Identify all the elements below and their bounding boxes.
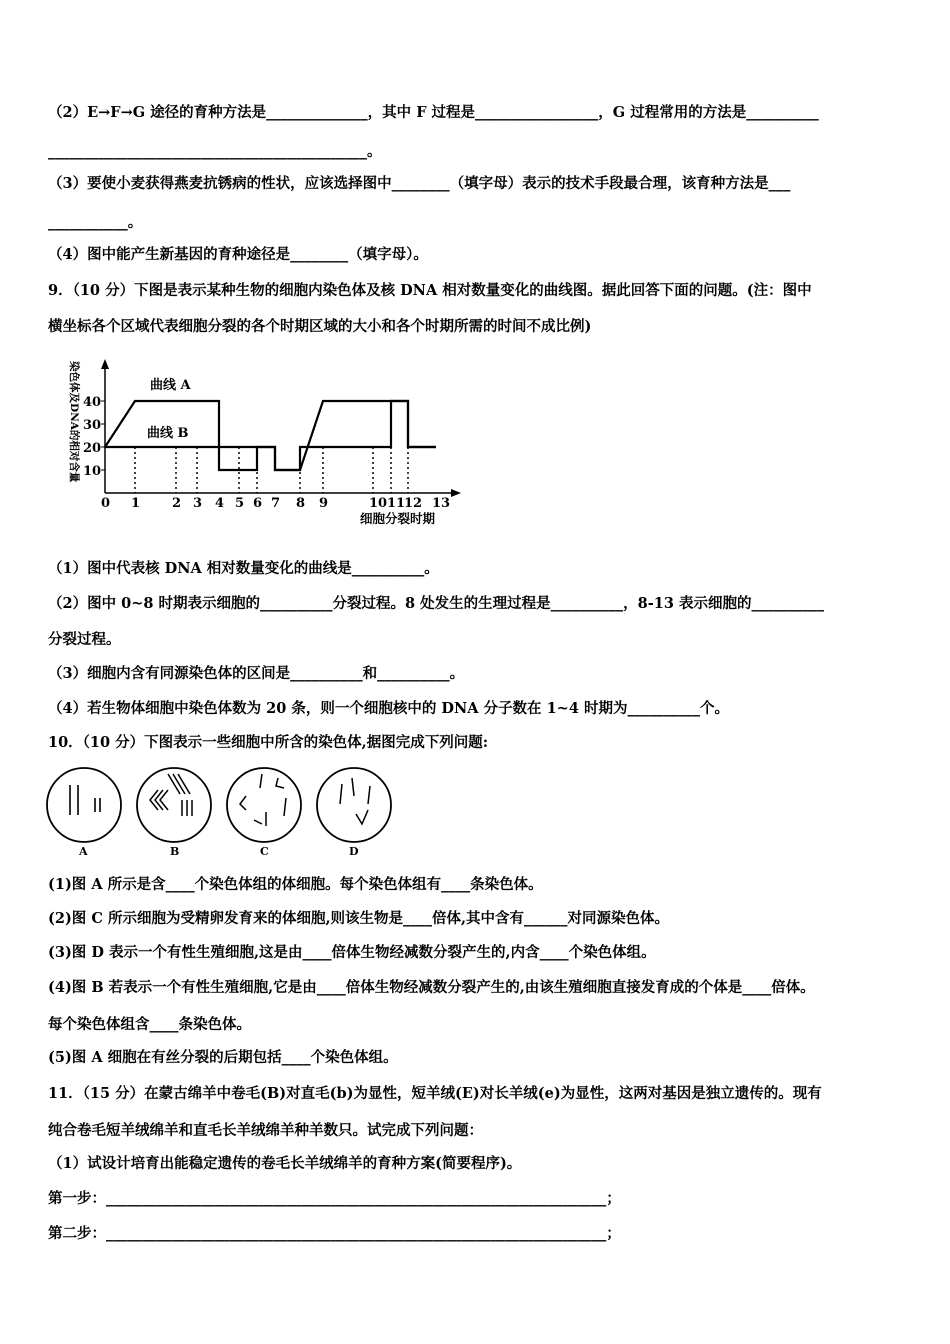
q11-stem-line1: 11．（15 分）在蒙古绵羊中卷毛(B)对直毛(b)为显性，短羊绒(E)对长羊绒(e)为显性，这两对基因是独立遗传的。现有 (48, 1085, 822, 1102)
q9-part2-line2: 分裂过程。 (48, 631, 121, 648)
q10-part3: (3)图 D 表示一个有性生殖细胞,这是由____倍体生物经减数分裂产生的,内含____个染色体组。 (48, 944, 656, 961)
cell-c (227, 768, 301, 858)
x-tick-label: 1 (131, 496, 141, 511)
q11-step1: 第一步：_____________________________________________________________________； (48, 1190, 621, 1207)
x-tick-label: 4 (215, 496, 225, 511)
q9-part2-line1: （2）图中 0~8 时期表示细胞的__________分裂过程。8 处发生的生理过程是__________，8-13 表示细胞的__________ (48, 595, 824, 612)
x-tick-label: 8 (296, 496, 306, 511)
q11-part1: （1）试设计培育出能稳定遗传的卷毛长羊绒绵羊的育种方案(简要程序)。 (48, 1155, 522, 1172)
q10-part1: (1)图 A 所示是含____个染色体组的体细胞。每个染色体组有____条染色体。 (48, 876, 543, 893)
y-tick-label: 30 (83, 418, 102, 433)
q8-part4: （4）图中能产生新基因的育种途径是________（填字母）。 (48, 246, 428, 263)
x-tick-label: 9 (319, 496, 329, 511)
x-tick-label: 11 (387, 496, 406, 511)
y-axis-arrow (101, 359, 109, 369)
q10-stem: 10．（10 分）下图表示一些细胞中所含的染色体,据图完成下列问题: (48, 734, 489, 751)
x-tick-label: 3 (193, 496, 203, 511)
cell-b-label: B (170, 845, 180, 858)
q9-part4: （4）若生物体细胞中染色体数为 20 条，则一个细胞核中的 DNA 分子数在 1~4 时期为__________个。 (48, 700, 729, 717)
x-tick-label: 5 (235, 496, 245, 511)
x-tick-label: 2 (172, 496, 182, 511)
x-tick-label: 0 (101, 496, 111, 511)
curve-b-label: 曲线 B (147, 426, 189, 441)
x-tick-label: 6 (253, 496, 263, 511)
q9-stem-line1: 9．（10 分）下图是表示某种生物的细胞内染色体及核 DNA 相对数量变化的曲线图。据此回答下面的问题。(注：图中 (48, 282, 812, 299)
cell-b (137, 768, 211, 858)
y-tick-label: 20 (83, 441, 102, 456)
q9-part1: （1）图中代表核 DNA 相对数量变化的曲线是__________。 (48, 560, 439, 577)
curve-a-label: 曲线 A (150, 378, 191, 393)
q10-cell-figure (40, 760, 400, 860)
cell-a-label: A (79, 845, 88, 858)
y-axis-label: 染色体及DNA的相对含量 (68, 361, 80, 483)
x-tick-label: 7 (271, 496, 281, 511)
q8-part2-line1: （2）E→F→G 途径的育种方法是______________，其中 F 过程是_________________，G 过程常用的方法是__________ (48, 104, 819, 121)
y-tick-label: 40 (83, 395, 102, 410)
q10-part4-line1: (4)图 B 若表示一个有性生殖细胞,它是由____倍体生物经减数分裂产生的,由该生殖细胞直接发育成的个体是____倍体。 (48, 979, 815, 996)
x-axis-arrow (451, 489, 461, 497)
x-tick-label: 12 (404, 496, 423, 511)
y-tick-label: 10 (83, 464, 102, 479)
q10-part2: (2)图 C 所示细胞为受精卵发育来的体细胞,则该生物是____倍体,其中含有______对同源染色体。 (48, 910, 670, 927)
q8-part3-line2: ___________。 (48, 214, 143, 231)
y-axis-label-group (68, 361, 81, 483)
q10-part4-line2: 每个染色体组含____条染色体。 (48, 1016, 251, 1033)
q10-part5: (5)图 A 细胞在有丝分裂的后期包括____个染色体组。 (48, 1049, 398, 1066)
q9-part3: （3）细胞内含有同源染色体的区间是__________和__________。 (48, 665, 465, 682)
cell-a (47, 768, 121, 858)
x-axis-label: 细胞分裂时期 (360, 511, 436, 526)
q11-stem-line2: 纯合卷毛短羊绒绵羊和直毛长羊绒绵羊种羊数只。试完成下列问题： (48, 1122, 483, 1139)
cell-d-label: D (349, 845, 359, 858)
cell-d (317, 768, 391, 858)
x-tick-label: 10 (369, 496, 388, 511)
q11-step2: 第二步：_____________________________________________________________________； (48, 1225, 621, 1242)
x-tick-label: 13 (432, 496, 451, 511)
q9-stem-line2: 横坐标各个区域代表细胞分裂的各个时期区域的大小和各个时期所需的时间不成比例) (48, 318, 592, 335)
q8-part3-line1: （3）要使小麦获得燕麦抗锈病的性状，应该选择图中________（填字母）表示的技术手段最合理，该育种方法是___ (48, 175, 791, 192)
q9-chart (55, 355, 475, 535)
q8-part2-line2: ____________________________________________。 (48, 143, 382, 160)
cell-c-label: C (260, 845, 269, 858)
